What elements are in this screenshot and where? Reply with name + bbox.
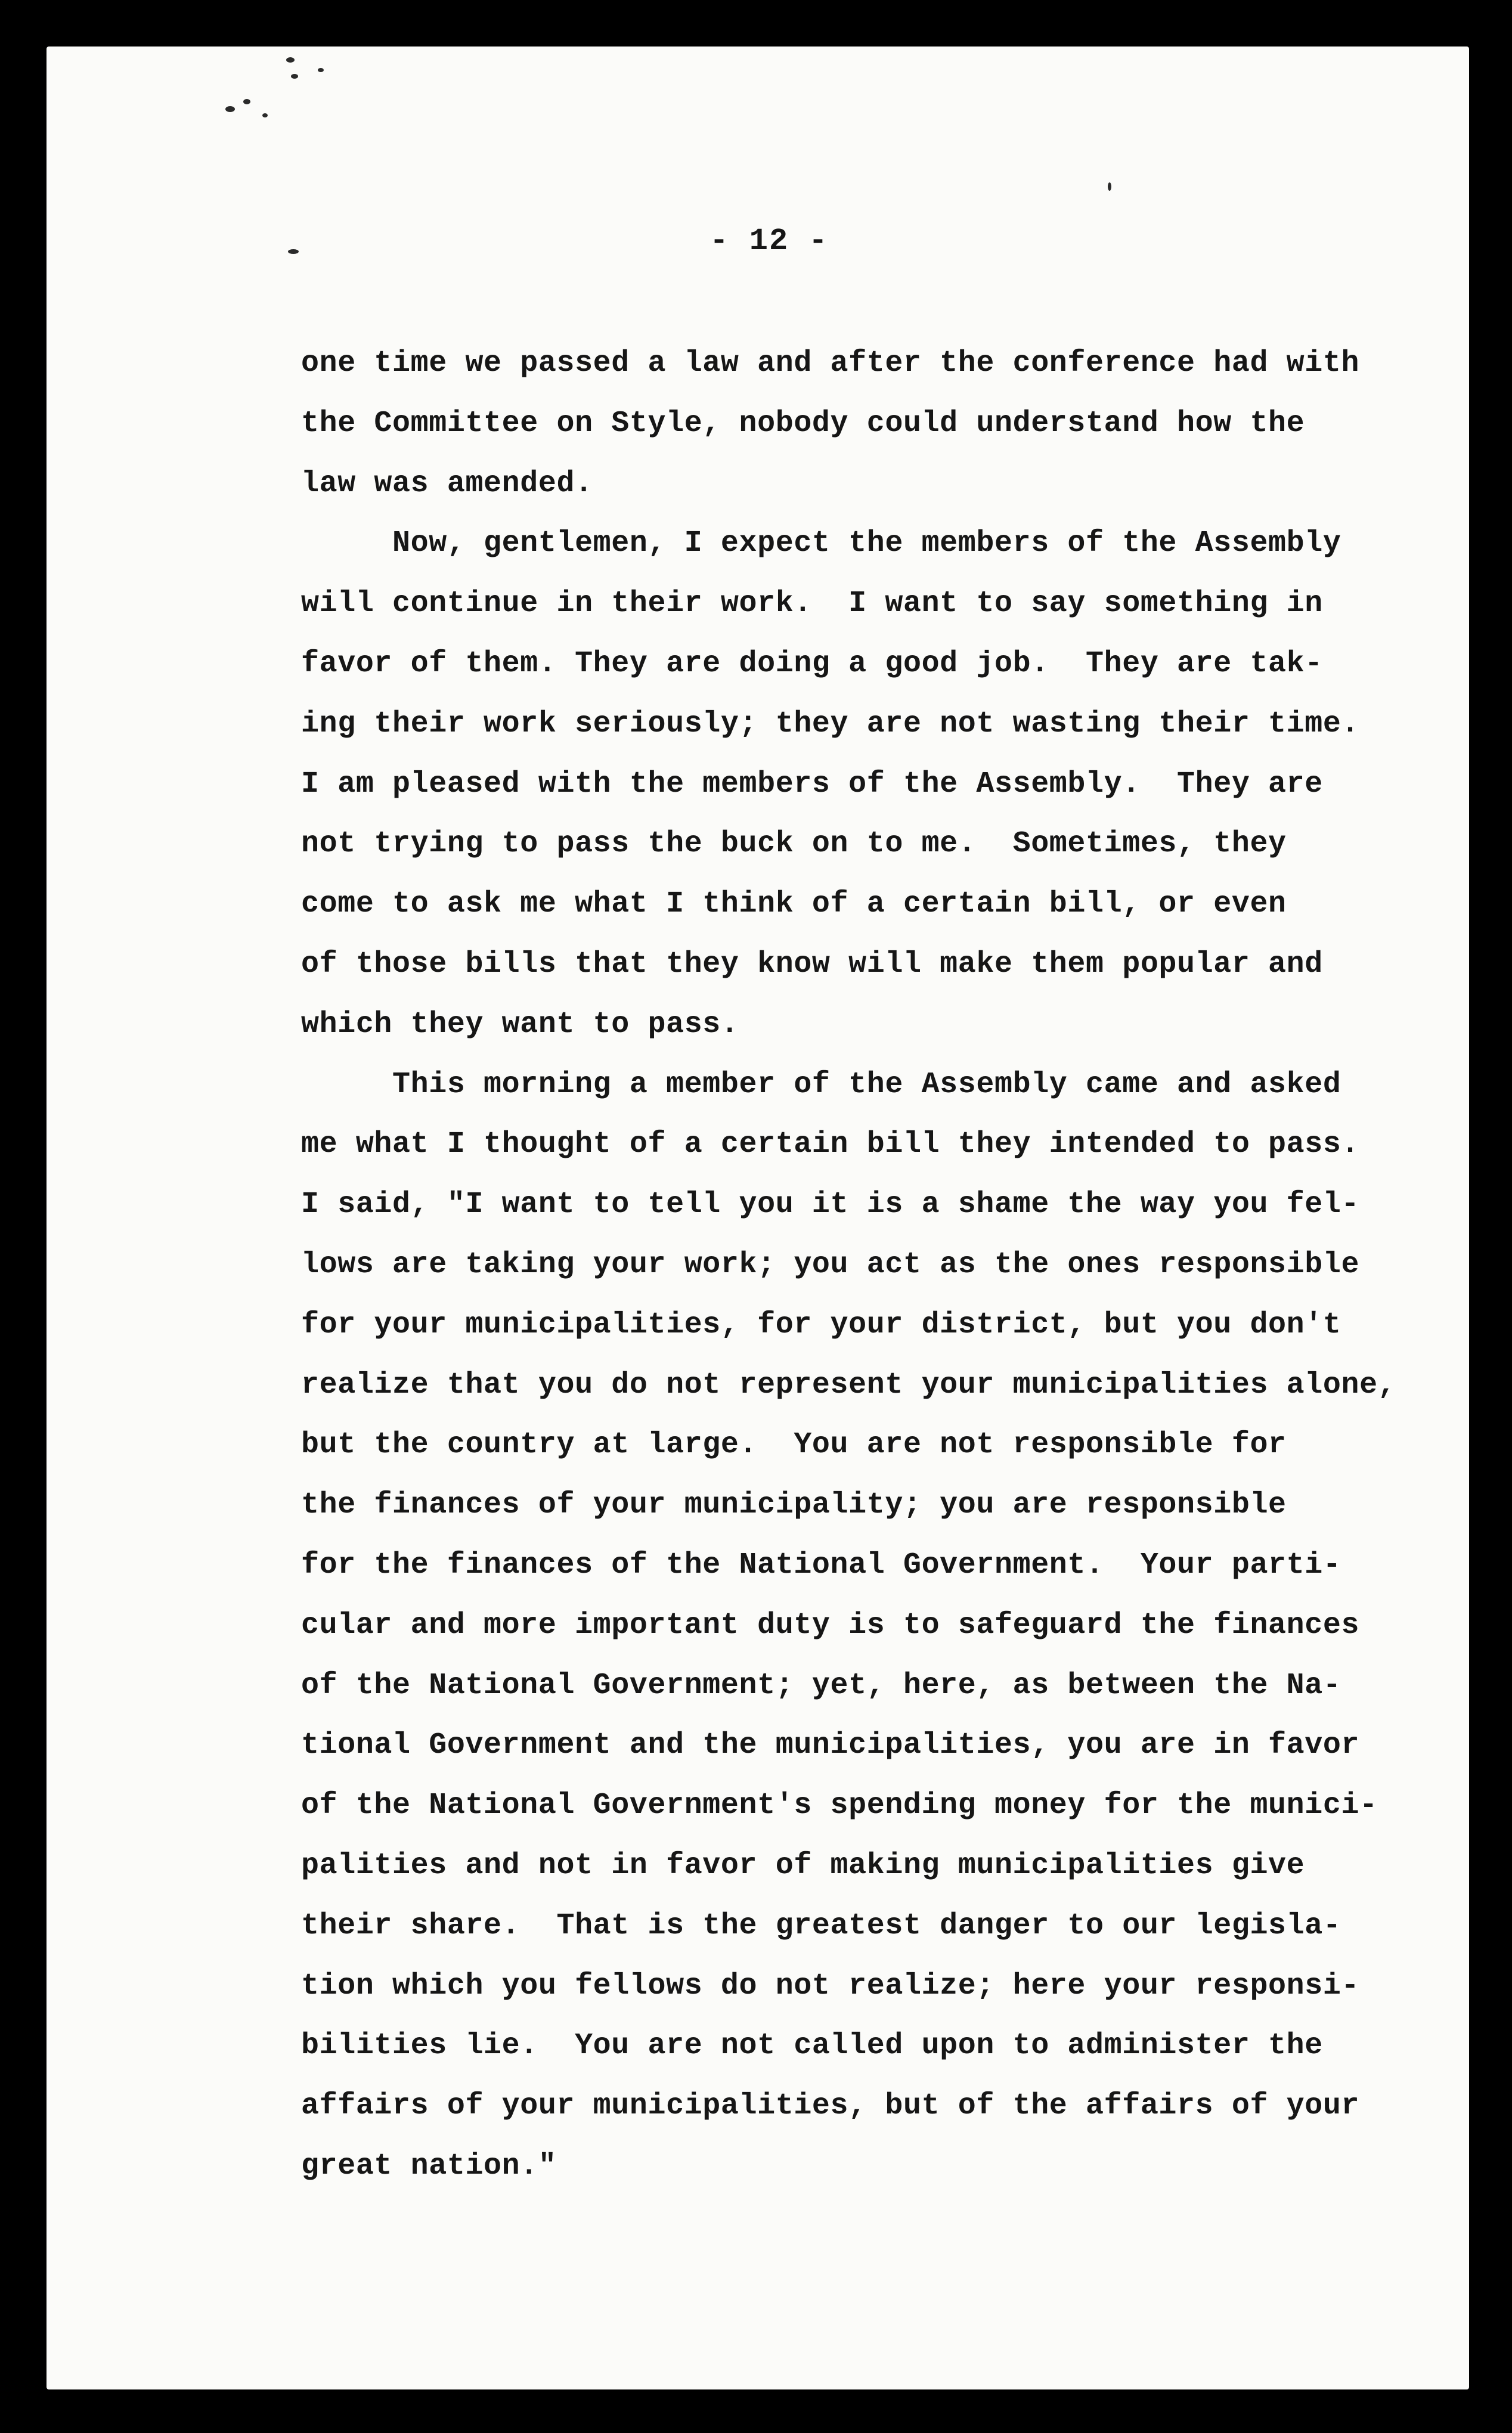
text-line: affairs of your municipalities, but of the affairs of your bbox=[301, 2089, 1360, 2124]
text-line: law was amended. bbox=[301, 466, 593, 501]
text-line: for your municipalities, for your district, but you don't bbox=[301, 1307, 1341, 1342]
scan-speck bbox=[288, 249, 299, 254]
text-line: cular and more important duty is to safeguard the finances bbox=[301, 1608, 1360, 1642]
text-line: one time we passed a law and after the conference had with bbox=[301, 346, 1360, 380]
text-line: I said, "I want to tell you it is a shame the way you fel- bbox=[301, 1188, 1360, 1222]
scan-speck bbox=[243, 99, 250, 104]
text-line: lows are taking your work; you act as the ones responsible bbox=[301, 1247, 1360, 1282]
scan-speck bbox=[286, 57, 295, 63]
text-line: of the National Government; yet, here, as between the Na- bbox=[301, 1668, 1341, 1703]
text-line: their share. That is the greatest danger to our legisla- bbox=[301, 1908, 1341, 1943]
text-line: the Committee on Style, nobody could understand how the bbox=[301, 406, 1305, 441]
scan-speck bbox=[318, 68, 324, 72]
scan-speck bbox=[291, 74, 298, 79]
text-line: palities and not in favor of making municipalities give bbox=[301, 1848, 1305, 1883]
text-line: favor of them. They are doing a good job. They are tak- bbox=[301, 646, 1323, 681]
text-line: bilities lie. You are not called upon to administer the bbox=[301, 2029, 1323, 2063]
scan-speck bbox=[1108, 182, 1111, 191]
scan-speck bbox=[262, 113, 268, 117]
text-line: ing their work seriously; they are not wasting their time. bbox=[301, 706, 1360, 741]
paragraph bbox=[301, 1055, 1422, 2197]
page-number: - 12 - bbox=[709, 224, 829, 259]
scan-speck bbox=[225, 106, 235, 112]
text-line: great nation." bbox=[301, 2149, 557, 2183]
text-line: Now, gentlemen, I expect the members of the Assembly bbox=[301, 526, 1341, 561]
text-line: come to ask me what I think of a certain bill, or even bbox=[301, 887, 1287, 922]
letter-body bbox=[301, 334, 1422, 2197]
text-line: This morning a member of the Assembly came and asked bbox=[301, 1067, 1341, 1102]
text-line: which they want to pass. bbox=[301, 1007, 739, 1042]
text-line: I am pleased with the members of the Assembly. They are bbox=[301, 767, 1323, 801]
paragraph bbox=[301, 334, 1422, 514]
paragraph bbox=[301, 514, 1422, 1055]
text-line: realize that you do not represent your municipalities alone, bbox=[301, 1368, 1396, 1402]
text-line: for the finances of the National Government. Your parti- bbox=[301, 1548, 1341, 1582]
text-line: tion which you fellows do not realize; here your responsi- bbox=[301, 1969, 1360, 2003]
text-line: tional Government and the municipalities, you are in favor bbox=[301, 1728, 1360, 1763]
text-line: me what I thought of a certain bill they intended to pass. bbox=[301, 1127, 1360, 1162]
text-line: but the country at large. You are not responsible for bbox=[301, 1428, 1287, 1462]
text-line: will continue in their work. I want to say something in bbox=[301, 587, 1323, 621]
text-line: of those bills that they know will make them popular and bbox=[301, 947, 1323, 981]
text-line: not trying to pass the buck on to me. Sometimes, they bbox=[301, 827, 1287, 861]
text-line: of the National Government's spending money for the munici- bbox=[301, 1789, 1378, 1823]
text-line: the finances of your municipality; you are responsible bbox=[301, 1488, 1287, 1523]
